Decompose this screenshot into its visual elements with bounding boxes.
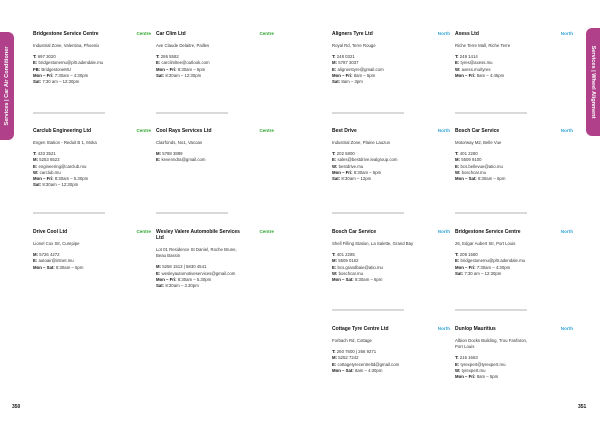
address: [455, 338, 573, 350]
contact-label: Sat:: [156, 283, 165, 289]
contact-label: T:: [332, 54, 336, 60]
contact-label: Mon – Fri:: [332, 72, 353, 78]
listing-entry: [332, 326, 450, 374]
contact-value: engineering@carclub.mu: [38, 163, 87, 169]
contact-label: E:: [33, 163, 38, 169]
contact-value: 5726 4272: [39, 252, 60, 258]
contact-value: tyrexpert@tyrexpert.mu: [460, 361, 506, 367]
region-label: North: [560, 128, 573, 133]
contact-label: Mon – Sat:: [332, 277, 354, 283]
business-name: Bridgestone Service Centre: [455, 229, 521, 235]
listing-header: [332, 326, 450, 332]
contact-label: M:: [332, 355, 338, 361]
contact-label: W:: [332, 163, 338, 169]
address-line: Clairfonds, No1, Vacoas: [156, 140, 203, 145]
contact-label: Mon – Fri:: [455, 264, 476, 270]
contact-label: M:: [156, 151, 162, 157]
region-label: North: [560, 229, 573, 234]
contact-line: [156, 157, 274, 163]
contact-label: Mon – Fri:: [156, 276, 177, 282]
region-label: Centre: [259, 229, 274, 234]
region-label: North: [437, 31, 450, 36]
divider: [332, 112, 404, 114]
contact-label: M:: [455, 157, 461, 163]
address-line: Industrial Zone, Plaine Lauzun: [332, 140, 391, 145]
contact-label: T:: [455, 151, 459, 157]
listing-header: [332, 128, 450, 134]
contact-value: 5253 6523: [39, 157, 60, 163]
region-label: Centre: [136, 31, 151, 36]
contact-line: [455, 374, 573, 380]
contact-label: T:: [455, 54, 459, 60]
address: [455, 241, 573, 247]
listing-entry: [332, 128, 450, 182]
contact-value: bridgestonemu@pltr.adendale.mu: [460, 258, 526, 264]
contact-label: M:: [33, 252, 39, 258]
divider: [455, 212, 527, 214]
contact-label: Mon – Sat:: [332, 367, 354, 373]
section-tab-left: [0, 32, 14, 140]
contact-value: sales@bestdrive.lealgroup.com: [337, 157, 398, 163]
region-label: North: [560, 31, 573, 36]
contact-label: Mon – Sat:: [455, 176, 477, 182]
contact-label: W:: [455, 66, 461, 72]
address-line: Ave Claude Delaitre, Pailles: [156, 43, 210, 48]
contact-value: 7:30 am – 12:30pm: [464, 270, 502, 276]
contact-value: 5788 3889: [162, 151, 183, 157]
contact-label: Sat:: [455, 270, 464, 276]
contact-label: E:: [33, 258, 38, 264]
listing-header: [455, 326, 573, 332]
contact-value: bcs.grandbaie@atio.mu: [337, 264, 383, 270]
contact-line: [33, 79, 151, 85]
address: [33, 241, 151, 247]
region-label: Centre: [136, 128, 151, 133]
listing-header: [33, 128, 151, 134]
listing-entry: [156, 229, 274, 289]
listing-entry: [33, 31, 151, 85]
contact-value: 401 2285: [336, 252, 355, 258]
contact-value: 202 5800: [336, 151, 355, 157]
contact-label: E:: [332, 361, 337, 367]
contact-value: 5787 3037: [338, 60, 359, 66]
contact-value: 5252 7242: [338, 355, 359, 361]
contact-value: wesleyautomotiveservices@gmail.com: [161, 270, 236, 276]
business-name: Bosch Car Service: [455, 128, 500, 134]
address: [455, 43, 573, 49]
listing-entry: [455, 229, 573, 277]
contact-label: T:: [156, 54, 160, 60]
section-tab-right-label: Services | Wheel Alignment: [590, 45, 596, 119]
address-line: 26, Edgar Aubert Str, Port Louis: [455, 241, 516, 246]
contact-label: T:: [332, 349, 336, 355]
contact-line: [332, 368, 450, 374]
contact-label: Sat:: [33, 182, 42, 188]
address-line: Port Louis: [455, 344, 475, 350]
address-line: Engen Station - Reduit B 1, Moka: [33, 140, 97, 145]
region-label: Centre: [259, 31, 274, 36]
contact-label: Mon – Sat:: [33, 264, 55, 270]
section-tab-left-label: Services | Car Air Conditioner: [4, 46, 10, 126]
contact-value: alignerstyre@gmail.com: [337, 66, 384, 72]
contact-value: BridgestoneMU: [41, 66, 71, 72]
listing-entry: [33, 128, 151, 188]
contact-line: [33, 265, 151, 271]
contact-label: Sat:: [332, 79, 341, 85]
listing-entry: [455, 326, 573, 380]
address: [332, 338, 450, 344]
listing-header: [33, 31, 151, 37]
listing-header: [156, 31, 274, 37]
divider: [156, 212, 228, 214]
address: [156, 140, 274, 146]
contact-value: 8:30am – 5pm: [55, 264, 84, 270]
listing-header: [455, 229, 573, 235]
listing-entry: [332, 31, 450, 85]
contact-value: 8:30am – 3.30pm: [165, 283, 199, 289]
business-name: Axess Ltd: [455, 31, 479, 37]
contact-label: W:: [332, 270, 338, 276]
address-line: Forbach Rd, Cottage: [332, 338, 372, 343]
contact-value: kevenndra@gmail.com: [161, 157, 206, 163]
contact-label: T:: [33, 54, 37, 60]
contact-label: M:: [332, 60, 338, 66]
address-line: Beau Bassin: [156, 253, 181, 259]
contact-label: T:: [33, 151, 37, 157]
address: [33, 140, 151, 146]
region-label: North: [437, 128, 450, 133]
address: [332, 241, 450, 247]
address-line: Lot 01 Residence St Daniel, Roche Brune,: [156, 247, 237, 252]
contact-value: 208 1580: [459, 252, 478, 258]
contact-value: 8:30am – 5.30pm: [54, 176, 89, 182]
contact-line: [332, 79, 450, 85]
divider: [332, 309, 404, 311]
address-line: Riche Terre Mall, Riche Terre: [455, 43, 511, 48]
listing-entry: [455, 128, 573, 182]
contact-value: 8am – 5pm: [476, 374, 499, 380]
contact-label: Mon – Fri:: [332, 169, 353, 175]
contact-label: E:: [156, 60, 161, 66]
contact-label: W:: [455, 367, 461, 373]
contact-value: 7:30 am – 12:30pm: [42, 79, 80, 85]
address-line: Motorway M2, Belle Vue: [455, 140, 502, 145]
page-number-left: 350: [12, 404, 21, 410]
listing-header: [455, 31, 573, 37]
contact-label: FB:: [33, 66, 41, 72]
contact-line: [156, 73, 274, 79]
divider: [455, 112, 527, 114]
listing-entry: [455, 31, 573, 79]
contact-label: T:: [332, 252, 336, 258]
contact-label: M:: [156, 264, 162, 270]
contact-label: Sat:: [332, 176, 341, 182]
contact-label: T:: [455, 355, 459, 361]
contact-label: Mon – Fri:: [455, 374, 476, 380]
contact-label: W:: [455, 169, 461, 175]
listing-entry: [33, 229, 151, 271]
contact-label: E:: [332, 157, 337, 163]
listing-entry: [332, 229, 450, 283]
address-line: Shell Filling Station, La Salette, Grand Bay: [332, 241, 414, 246]
contact-value: 401 2280: [459, 151, 478, 157]
region-label: North: [437, 229, 450, 234]
contact-label: Sat:: [156, 72, 165, 78]
contact-label: Mon – Fri:: [33, 72, 54, 78]
contact-value: 5258 1513 | 5830 4541: [162, 264, 207, 270]
listing-header: [156, 229, 274, 241]
contact-label: E:: [332, 66, 337, 72]
contact-value: 248 0321: [336, 54, 355, 60]
listing-header: [332, 31, 450, 37]
contact-label: Mon – Fri:: [33, 176, 54, 182]
contact-label: M:: [332, 258, 338, 264]
business-name: Wesley Valere Automobile Services Ltd: [156, 229, 240, 241]
listing-header: [455, 128, 573, 134]
contact-value: 7:30am – 4:30pm: [476, 264, 511, 270]
contact-label: E:: [455, 258, 460, 264]
address: [332, 140, 450, 146]
divider: [33, 112, 105, 114]
contact-line: [332, 277, 450, 283]
contact-value: boschcar.mu: [338, 270, 363, 276]
contact-label: M:: [33, 157, 39, 163]
contact-value: 8am – 4:30pm: [354, 367, 383, 373]
contact-label: Sat:: [33, 79, 42, 85]
divider: [332, 212, 404, 214]
address-line: Albion Docks Building, Trou Fanfaron,: [455, 338, 528, 343]
contact-value: 5509 0162: [338, 258, 359, 264]
contact-value: 697 3020: [37, 54, 56, 60]
region-label: North: [437, 326, 450, 331]
contact-value: axess.mu/tyres: [461, 66, 491, 72]
contact-line: [33, 182, 151, 188]
contact-label: E:: [156, 157, 161, 163]
contact-label: T:: [455, 252, 459, 258]
contact-label: E:: [156, 270, 161, 276]
contact-value: 8am – 5pm: [353, 72, 376, 78]
listing-header: [33, 229, 151, 235]
divider: [455, 309, 527, 311]
business-name: Bridgestone Service Centre: [33, 31, 99, 37]
contact-value: 8:30am – 6pm: [477, 176, 506, 182]
contact-value: bcs.bellevue@atio.mu: [460, 163, 503, 169]
business-name: Cool Rays Services Ltd: [156, 128, 212, 134]
address-line: Royal Rd, Terre Rouge: [332, 43, 376, 48]
business-name: Aligners Tyre Ltd: [332, 31, 373, 37]
contact-value: 8:30am – 5pm: [177, 66, 206, 72]
contact-label: E:: [455, 163, 460, 169]
contact-line: [455, 176, 573, 182]
contact-label: T:: [332, 151, 336, 157]
business-name: Drive Cool Ltd: [33, 229, 68, 235]
section-tab-right: [586, 28, 600, 136]
right-page: [300, 0, 600, 425]
divider: [156, 112, 228, 114]
contact-value: 286 5582: [160, 54, 179, 60]
contact-value: 7:30am – 4:30pm: [54, 72, 89, 78]
contact-value: bridgestonemu@pltr.adendale.mu: [38, 60, 104, 66]
page-number-right: 351: [578, 404, 587, 410]
contact-label: Mon – Fri:: [455, 72, 476, 78]
contact-line: [455, 73, 573, 79]
address: [33, 43, 151, 49]
region-label: Centre: [259, 128, 274, 133]
region-label: Centre: [136, 229, 151, 234]
contact-label: E:: [33, 60, 38, 66]
listing-header: [156, 128, 274, 134]
contact-value: tyres@axess.mu: [460, 60, 493, 66]
business-name: Cottage Tyre Centre Ltd: [332, 326, 389, 332]
contact-value: 8:30am – 12:30pm: [42, 182, 79, 188]
contact-value: 8:30am – 5.30pm: [177, 276, 212, 282]
contact-value: boschcar.mu: [461, 169, 486, 175]
listing-entry: [156, 31, 274, 79]
contact-value: autoair@intnet.mu: [38, 258, 74, 264]
contact-value: 8:30am – 12:30pm: [165, 72, 202, 78]
contact-value: 433 3521: [37, 151, 56, 157]
contact-value: 8:30am – 12pm: [341, 176, 372, 182]
business-name: Best Drive: [332, 128, 357, 134]
contact-label: E:: [455, 361, 460, 367]
business-name: Carclub Engineering Ltd: [33, 128, 92, 134]
contact-value: 8:30am – 6pm: [354, 277, 383, 283]
address: [455, 140, 573, 146]
listing-header: [332, 229, 450, 235]
contact-value: 8:30am – 5pm: [353, 169, 382, 175]
business-name: Bosch Car Service: [332, 229, 377, 235]
contact-value: 216 1663: [459, 355, 478, 361]
contact-value: 260 7600 | 266 9271: [336, 349, 377, 355]
contact-line: [156, 283, 274, 289]
contact-line: [455, 271, 573, 277]
contact-value: cottagetyrecentreltd@gmail.com: [337, 361, 400, 367]
contact-value: tyrexpert.mu: [461, 367, 486, 373]
address: [156, 247, 274, 259]
contact-label: E:: [455, 60, 460, 66]
contact-value: carclub.mu: [39, 169, 61, 175]
business-name: Dunlop Mauritius: [455, 326, 496, 332]
contact-label: W:: [33, 169, 39, 175]
business-name: Car Clim Ltd: [156, 31, 186, 37]
address: [332, 43, 450, 49]
address-line: Lionel Cox Str, Curepipe: [33, 241, 80, 246]
contact-value: bestdrive.mu: [338, 163, 364, 169]
address: [156, 43, 274, 49]
address-line: Industrial Zone, Valentina, Phoenix: [33, 43, 100, 48]
listing-entry: [156, 128, 274, 164]
region-label: North: [560, 326, 573, 331]
contact-value: 8am – 4:45pm: [476, 72, 505, 78]
contact-label: E:: [332, 264, 337, 270]
divider: [33, 212, 105, 214]
contact-value: 5509 9100: [461, 157, 482, 163]
contact-label: Mon – Fri:: [156, 66, 177, 72]
contact-value: 8am – 3pm: [341, 79, 363, 85]
contact-value: carclimltee@outlook.com: [161, 60, 210, 66]
contact-value: 249 1414: [459, 54, 478, 60]
contact-line: [332, 176, 450, 182]
